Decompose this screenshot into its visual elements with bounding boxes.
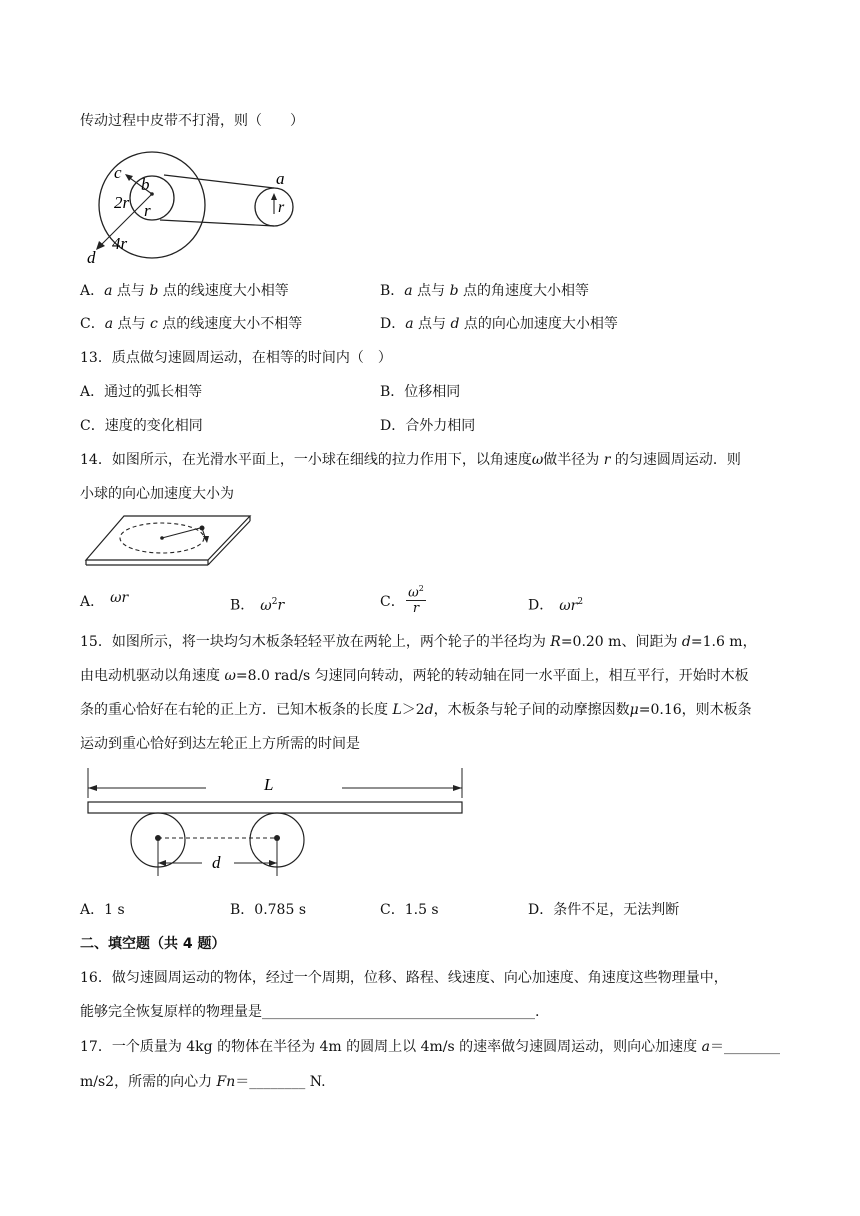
q12-fig-label-4r: 4r <box>112 234 128 253</box>
q15-option-d: D．条件不足，无法判断 <box>528 902 680 918</box>
q15-stem-line2: 由电动机驱动以角速度 ω=8.0 rad/s 匀速同向转动，两轮的转动轴在同一水平面上，相互平行，开始时木板 <box>80 668 749 684</box>
q16-stem-line2: 能够完全恢复原样的物理量是_______________________________________. <box>80 1004 540 1020</box>
q13-option-a: A．通过的弧长相等 <box>80 384 203 400</box>
q16-stem-line1: 16．做匀速圆周运动的物体，经过一个周期，位移、路程、线速度、向心加速度、角速度这些物理量中， <box>80 970 728 986</box>
q12-fig-label-d: d <box>87 248 96 267</box>
q12-fig-label-2r: 2r <box>114 193 130 212</box>
q14-option-d: D． $\omega r^2$ <box>528 597 584 614</box>
q17-stem-line2: m/s2，所需的向心力 Fn＝________ N. <box>80 1074 326 1090</box>
q12-fig-label-r-center: r <box>144 201 151 220</box>
q13-option-b: B．位移相同 <box>380 384 461 400</box>
q14-option-b: B． $\omega^2r$ <box>230 597 285 614</box>
q14-plane-figure <box>84 514 256 570</box>
q12-fig-label-a: a <box>276 169 285 188</box>
q12-fig-label-r-small: r <box>278 199 285 216</box>
section-2-heading: 二、填空题（共 4 题） <box>80 936 226 952</box>
q15-stem-line1: 15．如图所示，将一块均匀木板条轻轻平放在两轮上，两个轮子的半径均为 R=0.20 m、间距为 d=1.6 m， <box>80 634 757 650</box>
q15-option-b: B．0.785 s <box>230 902 307 918</box>
q14-stem-line2: 小球的向心加速度大小为 <box>80 486 234 502</box>
q17-stem-line1: 17．一个质量为 4kg 的物体在半径为 4m 的圆周上以 4m/s 的速率做匀速圆周运动，则向心加速度 a＝________ <box>80 1039 780 1055</box>
q12-option-c: C．a 点与 c 点的线速度大小不相等 <box>80 316 303 332</box>
q14-option-c-fraction: $\omega^2$ r <box>406 581 426 616</box>
q14-option-c: C． <box>380 594 405 610</box>
q14-option-a: A． ωr <box>80 590 129 610</box>
q12-pulley-figure <box>78 150 318 270</box>
q12-stem-tail: 传动过程中皮带不打滑，则（ ） <box>80 113 304 129</box>
q12-option-a: A．a 点与 b 点的线速度大小相等 <box>80 283 289 299</box>
q15-option-c: C．1.5 s <box>380 902 439 918</box>
q15-stem-line4: 运动到重心恰好到达左轮正上方所需的时间是 <box>80 736 360 752</box>
q14-stem-line1: 14．如图所示，在光滑水平面上，一小球在细线的拉力作用下，以角速度ω做半径为 r 的匀速圆周运动．则 <box>80 452 741 468</box>
q12-fig-label-c: c <box>114 163 122 182</box>
q15-wheels-figure <box>84 768 466 880</box>
q13-option-c: C．速度的变化相同 <box>80 418 203 434</box>
q12-fig-label-b: b <box>141 175 150 194</box>
q15-fig-label-d: d <box>212 853 221 872</box>
q12-option-b: B．a 点与 b 点的角速度大小相等 <box>380 283 589 299</box>
q15-option-a: A．1 s <box>80 902 125 918</box>
q15-fig-label-L: L <box>264 775 274 794</box>
q15-stem-line3: 条的重心恰好在右轮的正上方．已知木板条的长度 L＞2d，木板条与轮子间的动摩擦因数μ=0.16，则木板条 <box>80 702 752 718</box>
q13-option-d: D．合外力相同 <box>380 418 476 434</box>
q12-option-d: D．a 点与 d 点的向心加速度大小相等 <box>380 316 618 332</box>
q13-stem: 13．质点做匀速圆周运动，在相等的时间内（ ） <box>80 350 392 366</box>
